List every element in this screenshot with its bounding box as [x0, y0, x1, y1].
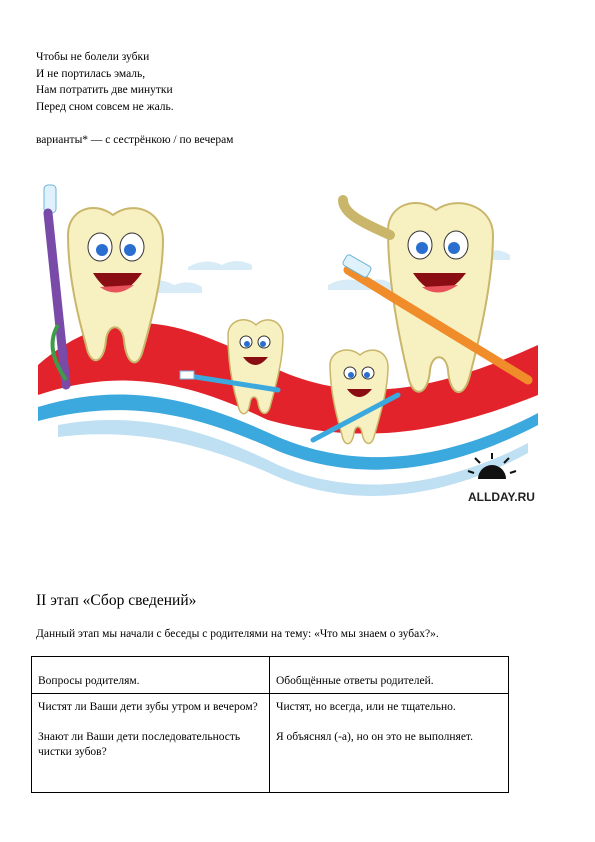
poem-line: Нам потратить две минутки	[36, 84, 173, 96]
answers-cell	[270, 694, 509, 793]
variants-note: варианты* — с сестрёнкою / по вечерам	[36, 134, 234, 146]
answer-text: Чистят, но всегда, или не тщательно.	[276, 701, 456, 713]
section-title: II этап «Сбор сведений»	[36, 592, 197, 609]
answer-text: Я объяснял (-а), но он это не выполняет.	[276, 731, 473, 743]
poem	[36, 49, 174, 115]
column-header-questions: Вопросы родителям.	[32, 657, 270, 694]
question-text: Чистят ли Ваши дети зубы утром и вечером?	[38, 701, 258, 713]
questions-cell	[32, 694, 270, 793]
poem-line: И не портилась эмаль,	[36, 67, 146, 80]
teeth-toothpaste-illustration	[38, 175, 538, 520]
table-row	[32, 694, 509, 793]
poem-line: Чтобы не болели зубки	[36, 51, 150, 63]
poem-line: Перед сном совсем не жаль.	[36, 100, 174, 113]
section-intro: Данный этап мы начали с беседы с родителями на тему: «Что мы знаем о зубах?».	[36, 628, 439, 640]
parents-survey-table	[31, 656, 509, 793]
column-header-answers: Обобщённые ответы родителей.	[270, 657, 509, 694]
toothbrush-purple	[44, 185, 66, 385]
table-header-row	[32, 657, 509, 694]
allday-watermark: ALLDAY.RU	[468, 490, 535, 504]
question-text: Знают ли Ваши дети последовательность чистки зубов?	[38, 731, 241, 758]
